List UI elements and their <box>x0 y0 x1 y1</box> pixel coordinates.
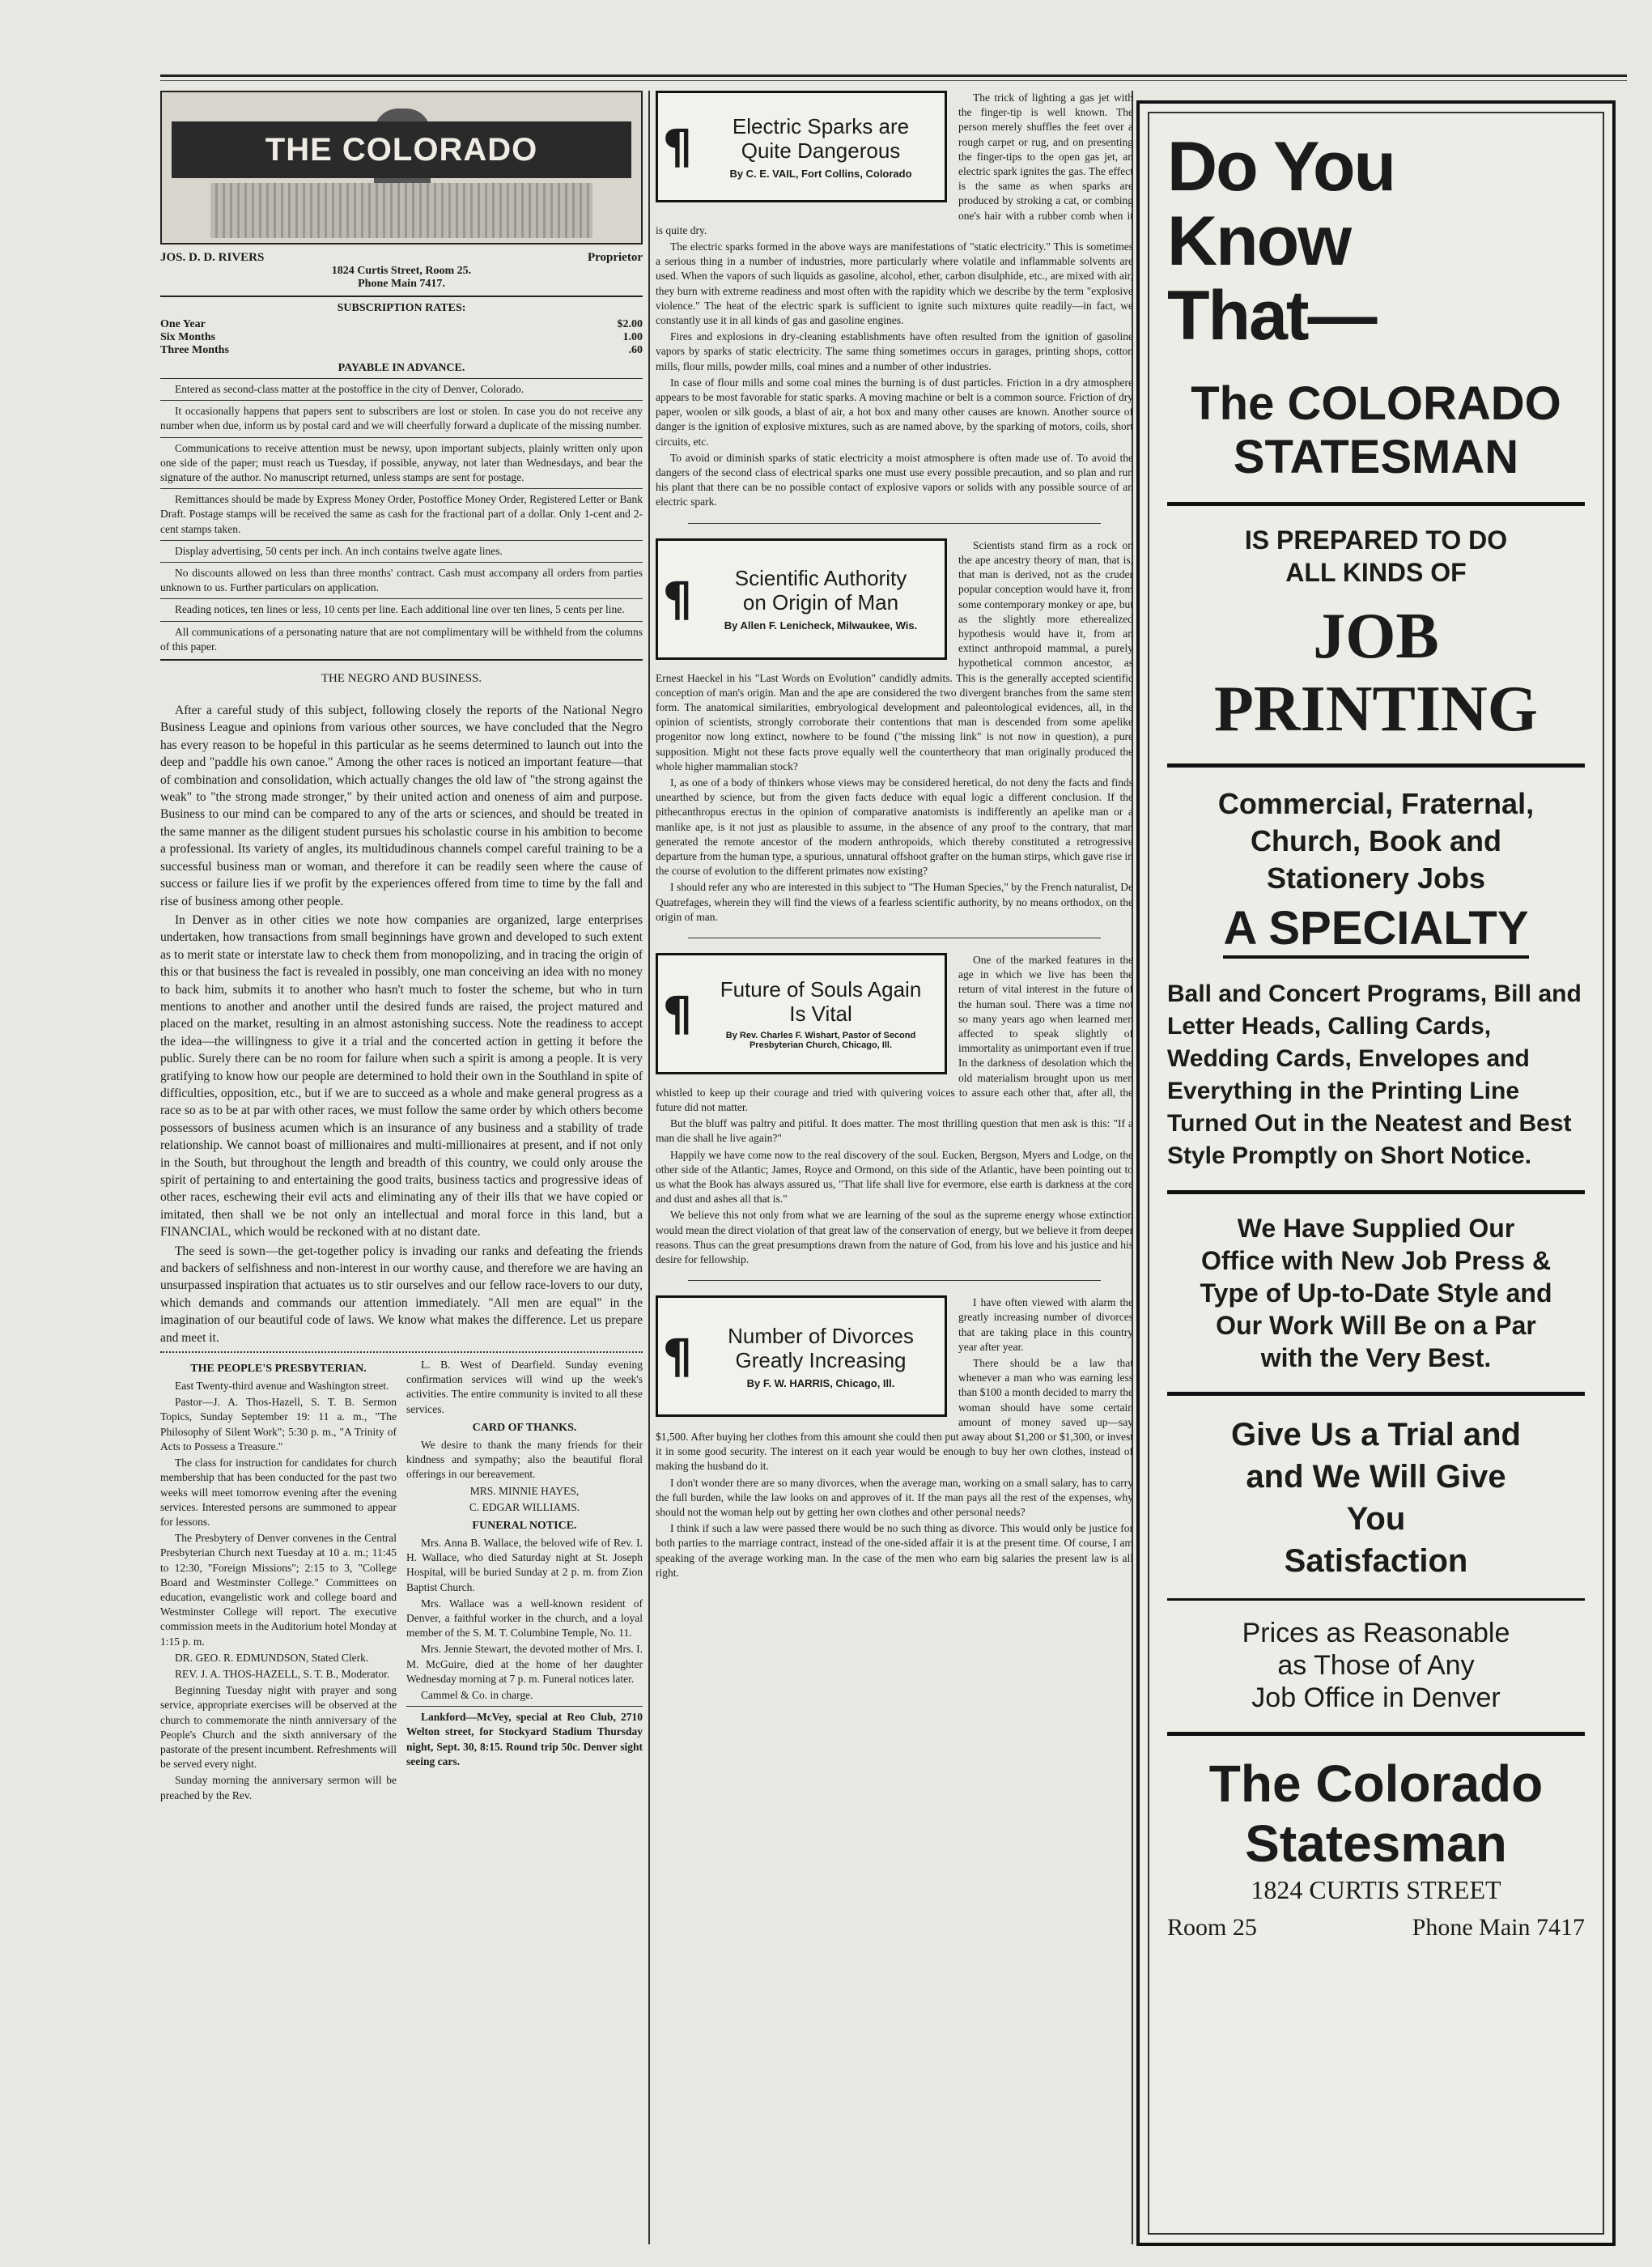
special-notice: Lankford—McVey, special at Reo Club, 2710 Welton street, for Stockyard Stadium Thursday night, Sept. 30, 8:15. Round trip 50c. Denver sight seeing cars. <box>406 1711 643 1767</box>
ad-supplied: We Have Supplied Our Office with New Job Press & Type of Up-to-Date Style and Our Work Will Be on a Par with the Very Best. <box>1200 1214 1552 1372</box>
ad-prepared: IS PREPARED TO DO <box>1244 525 1508 555</box>
article-headbox <box>656 953 947 1074</box>
ad-phone: Phone Main 7417 <box>1412 1914 1585 1941</box>
funeral-paragraph: Cammel & Co. in charge. <box>421 1688 533 1701</box>
article-paragraph: In case of flour mills and some coal mines the burning is of dust particles. Friction in a dry atmosphere appears to be most favorable for static sparks. A moving machine or belt is a common source. Friction of dry paper, woolen or silk goods, a blast of air, a hot box and many other causes are known. Another source of danger is the ignition of explosive mixtures, such as are named above, by the sparking of motors, coils, short circuits, etc. <box>656 376 1133 448</box>
article-paragraph: I have often viewed with alarm the greatly increasing number of divorces that are taking place in this country year after year. <box>958 1296 1133 1353</box>
editorial-body <box>160 702 643 1346</box>
notices <box>160 378 643 661</box>
church-paragraph: REV. J. A. THOS-HAZELL, S. T. B., Moderator. <box>175 1667 390 1680</box>
article-title: Number of Divorces <box>728 1323 914 1348</box>
ad-prices: as Those of Any <box>1277 1650 1475 1681</box>
ad-jobs: Church, Book and <box>1250 824 1501 857</box>
article-paragraph: The electric sparks formed in the above ways are manifestations of "static electricity." This is sometimes a serious thing in a number of industries, more particularly where volatile and inflammable solvents are used. When the vapors of such liquids as gasoline, alcohol, ether, carbon disulphide, etc., are mixed with air, they burn with extreme readiness and most often with the rapidity which we describe by the term "explosive violence." The heat of the electric spark is sufficient to ignite such mixtures quite readily—in fact, we constantly use it in all kinds of gas and gasoline engines. <box>656 240 1133 327</box>
masthead <box>160 91 643 245</box>
rate-row: One Year $2.00 <box>160 318 643 330</box>
church-heading: THE PEOPLE'S PRESBYTERIAN. <box>190 1363 367 1376</box>
column-left <box>160 91 643 2244</box>
ad-rule <box>1167 1190 1585 1194</box>
ad-footer-name: The Colorado <box>1208 1754 1544 1813</box>
article-title: Future of Souls Again <box>720 976 922 1002</box>
article-byline: By C. E. VAIL, Fort Collins, Colorado <box>729 167 912 180</box>
article-headbox <box>656 538 947 660</box>
ad-trial: Give Us a Trial and <box>1231 1417 1521 1452</box>
ad-trial: You <box>1346 1501 1406 1537</box>
article-paragraph: There should be a law that whenever a man who was earning less than $100 a month decided to marry the woman should have some certain amount of money saved up—say $1,500. After buying her clothes from this amount she could then put away about $1,200 or $1,300, or invest it in some good security. The interest on it each year would be enough to buy her own clothes, instead of making the husband do it. <box>656 1357 1133 1473</box>
ad-items: Ball and Concert Programs, Bill and Letter Heads, Calling Cards, Wedding Cards, Envelopes and Everything in the Printing Line Turned Out in the Neatest and Best Style Promptly on Short Notice. <box>1167 980 1582 1169</box>
ad-prices: Job Office in Denver <box>1251 1682 1501 1713</box>
article-paragraph: To avoid or diminish sparks of static electricity a moist atmosphere is often made use of. To avoid the dangers of the second class of electrical sparks one must use every possible precaution, and so plan and run his plant that there can be no possible contact of explosive vapors or solids with any possible source of an electric spark. <box>656 451 1133 508</box>
church-paragraph: Beginning Tuesday night with prayer and song service, appropriate exercises will be observed at the church to commemorate the ninth anniversary of the People's Church and the sixth anniversary of the pastorate of the present incumbent. Refreshments will be served every night. <box>160 1684 397 1771</box>
ad-headline: That— <box>1167 277 1376 355</box>
rate-row: Six Months 1.00 <box>160 331 643 343</box>
article-title: Greatly Increasing <box>735 1347 907 1372</box>
editorial-heading: THE NEGRO AND BUSINESS. <box>321 672 482 686</box>
article-paragraph: Happily we have come now to the real discovery of the soul. Eucken, Bergson, Myers and Lodge, on the other side of the Atlantic; James, Royce and Ormond, on this side of the Atlantic, have been pointing out to us what the Book has always assured us, "That life shall live for evermore, else earth is darkness at the core and dust and ashes all that is." <box>656 1148 1133 1206</box>
notice: Remittances should be made by Express Money Order, Postoffice Money Order, Registered Letter or Bank Draft. Postage stamps will be received the same as cash for the fractional part of a dollar. Only 1-cent and 2-cent stamps taken. <box>160 493 643 535</box>
ad-trial: Satisfaction <box>1284 1543 1468 1579</box>
article-paragraph: I think if such a law were passed there would be no such thing as divorce. This would only be justice for both parties to the marriage contract, instead of the one-sided affair it is at the present time. Of course, I am speaking of the average working man. In the case of the men who earn big salaries the present law is all right. <box>656 1522 1133 1579</box>
top-rule-thin <box>160 80 1627 81</box>
ad-jobs: Commercial, Fraternal, <box>1217 787 1535 820</box>
ad-jobs: Stationery Jobs <box>1266 861 1486 895</box>
notice: Communications to receive attention must be newsy, upon important subjects, plainly written only upon one side of the paper; must reach us Tuesday, if possible, anyway, not later than Wednesdays, and bear the signature of the author. No manuscript returned, unless stamps are sent for postage. <box>160 441 643 484</box>
notice: All communications of a personating nature that are not complimentary will be withheld from the columns of this paper. <box>160 625 643 653</box>
church-paragraph: The class for instruction for candidates for church membership that has been conducted for the past two weeks will meet tomorrow evening after the evening services. Interested persons are summoned to appear for lessons. <box>160 1457 397 1528</box>
column-divider <box>648 91 650 2244</box>
ad-street: 1824 CURTIS STREET <box>1251 1875 1501 1904</box>
church-notices <box>160 1358 643 1805</box>
church-left <box>160 1358 397 1805</box>
article-paragraph: But the bluff was paltry and pitiful. It does matter. The most thrilling question that men ask is this: "If a man die shall he live again?" <box>656 1117 1133 1145</box>
article-paragraph: Scientists stand firm as a rock on the ape ancestry theory of man, that is, that man is derived, not as the cruder popular conception would have it, from some contemporary monkey or ape, but as the slightly more etherealized hypothesis would have it, from an extinct anthropoid mammal, a purely hypothetical common ancestor, as Ernest Haeckel in his "Last Words on Evolution" candidly admits. This is the generally accepted scientific conception of man's origin. Man and the ape are considered the two divergent branches from the same stem form. The anatomical similarities, embryological development and paleontological evidences, all, in the opinion of scientists, strongly corroborate their contentions that man is descended from some apelike progenitor now long extinct, nowhere to be found ("the missing link" is not now in question), a pure supposition. Might not these facts prove equally well the countertheory that man originally produced the whole higher mammalian stock? <box>656 538 1133 772</box>
article-headbox <box>656 1295 947 1417</box>
editorial-paragraph: The seed is sown—the get-together policy is invading our ranks and defeating the friends and backers of selfishness and non-interest in our worthy cause, and therefore we are having an unsurpassed inspiration that actuates us to stir ourselves and our fellow race-lovers to our duty, which demands and commands our attention immediately. "All men are equal" in the imagination of our beautiful code of laws. We know what makes the difference. Let us prepare and meet it. <box>160 1244 643 1345</box>
article-title: Electric Sparks are <box>732 113 910 138</box>
pilcrow-icon: ¶ <box>662 571 693 627</box>
ad-footer-name: Statesman <box>1245 1814 1507 1873</box>
divider <box>160 296 643 297</box>
funeral-heading: FUNERAL NOTICE. <box>472 1519 577 1532</box>
funeral-paragraph: Mrs. Wallace was a well-known resident of Denver, a faithful worker in the church, and a loyal member of the S. M. T. Columbine Temple, No. 11. <box>406 1597 643 1640</box>
thanks-signature: C. EDGAR WILLIAMS. <box>469 1500 580 1513</box>
ad-rule <box>1167 502 1585 506</box>
pilcrow-icon: ¶ <box>662 1329 693 1384</box>
thanks-signature: MRS. MINNIE HAYES, <box>469 1484 580 1497</box>
proprietor-title: Proprietor <box>587 251 643 264</box>
masthead-city-scene <box>210 183 592 238</box>
article-electric-sparks <box>656 91 1133 512</box>
church-right <box>406 1358 643 1805</box>
article-paragraph: We believe this not only from what we are learning of the soul as the supreme energy whose extinction would mean the direct violation of that great law of the conservation of energy, but we believe it from deeper reasons. Thus can the great presumptions drawn from the nature of God, from his love and his justice and his desire for fellowship. <box>656 1209 1133 1266</box>
column-middle <box>656 91 1133 2244</box>
editorial-paragraph: In Denver as in other cities we note how companies are organized, large enterprises undertaken, how transactions from small beginnings have grown and developed to such extent as to merit state or interstate law to check them from monopolizing, and in tracing the origin of this or that business the fact is revealed in possibly, one man conceiving an idea with no money to back him, submits it to another who hasn't much to foster the scheme, but who in turn mentions to another and another until the desired funds are raised, the project matured and placed on the market, resulting in an almost astonishing success. Note the readiness to accept the idea—the willingness to give it a trial and the concerted action in getting it before the public. Surely there can be no room for failure when such a spirit is among a people. It is very gratifying to know how our people are determined to hold their own in the Southland in spite of difficulties, opposition, etc., but if we are to succeed as a whole and make general progress as a race so as to be at par with other races, we must follow the same order by which others become possessors of business acumen which is an insurance of any business and a stability of trade relationship. We cannot boast of millionaires and multi-millionaires at present, and if not only in the South, but throughout the length and breadth of this country, we could only arouse the spirit of pertaining to and entertaining the good traits, business tactics and progressive ideas of other races, eschewing their evil acts and eliminating any of their ills that we have copied or imitated, then shall we be not only an intellectual and moral force in this land, but a FINANCIAL, which would be reckoned with at no distant date. <box>160 912 643 1240</box>
article-paragraph: The trick of lighting a gas jet with the finger-tip is well known. The person merely shuffles the feet over a rough carpet or rug, and on presenting the finger-tips to the open gas jet, an electric spark ignites the gas. The effect is the same as when sparks are produced by stroking a cat, or combing one's hair with a rubber comb when it is quite dry. <box>656 91 1133 236</box>
article-paragraph: I, as one of a body of thinkers whose views may be considered heretical, do not deny the facts and finds unearthed by science, but from the given facts deduce with equal logic a different conclusion. If the pithecanthropus erectus in the opinion of comparative anatomists is indifferently an apelike man or a manlike ape, is it not just as plausible to assume, in the absence of any proof to the contrary, that man generated the remote ancestor of the modern anthropoids, which thereby constituted a retrogressive departure from the human type, a spurious, unnatural offshoot grafter on the human stirps, which gave rise in the course of evolution to the different primates now existing? <box>656 776 1133 878</box>
ad-job-printing: JOB PRINTING <box>1213 601 1539 745</box>
article-paragraph: One of the marked features in the age in which we live has been the return of vital interest in the future of the human soul. There was a time not so many years ago when learned men affected to speak slightly of immortality as unimportant even if true. In the darkness of desolation which the old materialism brought upon us men whistled to keep up their courage and tried with quivering voices to assure each other that, after all, the future did not matter. <box>656 953 1133 1113</box>
notice: Display advertising, 50 cents per inch. An inch contains twelve agate lines. <box>175 544 503 557</box>
article-origin-of-man <box>656 538 1133 926</box>
church-paragraph: Sunday morning the anniversary sermon will be preached by the Rev. <box>160 1774 397 1801</box>
pilcrow-icon: ¶ <box>662 119 693 174</box>
payable-line: PAYABLE IN ADVANCE. <box>338 362 465 374</box>
notice: Reading notices, ten lines or less, 10 cents per line. Each additional line over ten lines, 5 cents per line. <box>175 603 625 616</box>
church-paragraph: DR. GEO. R. EDMUNDSON, Stated Clerk. <box>175 1651 369 1664</box>
article-title: Is Vital <box>789 1001 852 1026</box>
article-future-of-souls <box>656 953 1133 1269</box>
church-paragraph: The Presbytery of Denver convenes in the Central Presbyterian Church next Tuesday at 10 a. m.; 11:45 to 12:30, "Foreign Missions"; 2:15 to 3, "College Board and Westminster College." Committees on education, evangelistic work and college board and Westminster College will report. The executive commission meets in the Auditorium hotel Monday at 1:15 p. m. <box>160 1532 397 1648</box>
ad-room: Room 25 <box>1167 1914 1257 1941</box>
top-rule <box>160 74 1627 77</box>
ad-prices: Prices as Reasonable <box>1242 1618 1510 1648</box>
notice: No discounts allowed on less than three months' contract. Cash must accompany all orders from parties unknown to us. Further particulars on application. <box>160 567 643 594</box>
ad-trial: and We Will Give <box>1246 1459 1506 1495</box>
article-title: Scientific Authority <box>734 566 907 591</box>
ad-paper-name: STATESMAN <box>1233 431 1519 483</box>
masthead-title: THE COLORADO <box>172 121 631 178</box>
pilcrow-icon: ¶ <box>662 985 693 1041</box>
church-paragraph: L. B. West of Dearfield. Sunday evening confirmation services will wind up the week's activities. The entire community is invited to all these services. <box>406 1359 643 1415</box>
ad-rule <box>1167 1598 1585 1601</box>
rate-row: Three Months .60 <box>160 344 643 356</box>
proprietor-line <box>160 251 643 265</box>
church-paragraph: Pastor—J. A. Thos-Hazell, S. T. B. Sermon Topics, Sunday September 19: 11 a. m., "The Philosophy of Silent Work"; 5:30 p. m., "A Trinity of Acts to Possess a Treasure." <box>160 1396 397 1452</box>
notice: Entered as second-class matter at the postoffice in the city of Denver, Colorado. <box>175 383 524 395</box>
church-paragraph: East Twenty-third avenue and Washington street. <box>175 1380 389 1393</box>
ad-prepared: ALL KINDS OF <box>1285 558 1467 587</box>
thanks-heading: CARD OF THANKS. <box>472 1421 577 1434</box>
ad-contact <box>1167 1914 1585 1942</box>
article-headbox <box>656 91 947 202</box>
subscription-rates <box>160 318 643 357</box>
address: 1824 Curtis Street, Room 25. <box>331 265 472 277</box>
ad-rule <box>1167 1732 1585 1736</box>
job-printing-advertisement <box>1136 100 1616 2246</box>
article-byline: By Rev. Charles F. Wishart, Pastor of Second Presbyterian Church, Chicago, Ill. <box>725 1030 916 1050</box>
article-byline: By F. W. HARRIS, Chicago, Ill. <box>746 1376 895 1389</box>
proprietor-name: JOS. D. D. RIVERS <box>160 251 265 264</box>
notice: It occasionally happens that papers sent to subscribers are lost or stolen. In case you do not receive any number when due, inform us by postal card and we will cheerfully forward a duplicate of the missing number. <box>160 405 643 432</box>
article-paragraph: I don't wonder there are so many divorces, when the average man, working on a small salary, has to carry the full burden, while the law looks on and approves of it. If the man pays all the rest of the expenses, why should not the woman help out by getting her own clothes and other personal needs? <box>656 1476 1133 1519</box>
article-title: Quite Dangerous <box>741 138 901 163</box>
article-divorces <box>656 1295 1133 1582</box>
article-byline: By Allen F. Lenicheck, Milwaukee, Wis. <box>724 619 918 632</box>
funeral-paragraph: Mrs. Jennie Stewart, the devoted mother of Mrs. I. M. McGuire, died at the home of her daughter Wednesday morning at 7 p. m. Funeral notices later. <box>406 1643 643 1685</box>
ad-paper-name: The COLORADO <box>1191 377 1561 430</box>
article-title: on Origin of Man <box>742 590 899 615</box>
ad-rule <box>1167 1392 1585 1396</box>
phone: Phone Main 7417. <box>358 278 445 290</box>
thanks-text: We desire to thank the many friends for their kindness and sympathy; also the beautiful floral offerings in our bereavement. <box>406 1438 643 1481</box>
editorial-paragraph: After a careful study of this subject, following closely the reports of the National Negro Business League and opinions from various other sources, we have concluded that the Negro has every reason to be hopeful in this particular as he seems determined to launch out into the deep and "paddle his own canoe." Among the other races is noticed an important feature—that of combination and consolidation, which actually changes the old law of "the strong against the weak" to "the strong made stronger," by their united action and oneness of aim and purpose. Business to our mind can be compared to any of the arts or sciences, and should be treated in the same manner as the diligent student pursues his scholastic course in his ambition to become a professional. Its variety of angles, its multidudinous channels compel careful training to be a successful business man or woman, and therefore it can be readily seen where the cause of success or failure lies if we profit by the experiences offered from time to time by the fall and rise of business among other people. <box>160 704 643 908</box>
ad-headline: Do You Know <box>1167 128 1395 280</box>
ad-specialty: A SPECIALTY <box>1223 902 1528 959</box>
subscription-heading: SUBSCRIPTION RATES: <box>337 302 466 314</box>
article-paragraph: Fires and explosions in dry-cleaning establishments have often resulted from the ignition of gasoline vapors by sparks of static electricity. The same thing sometimes occurs in garages, printing shops, cotton mills, flour mills, powder mills, coal mines and a number of other industries. <box>656 330 1133 372</box>
ad-inner-border <box>1148 112 1604 2235</box>
ad-rule <box>1167 763 1585 768</box>
funeral-paragraph: Mrs. Anna B. Wallace, the beloved wife of Rev. I. H. Wallace, who died Saturday night at St. Joseph Hospital, will be buried Sunday at 2 p. m. from Zion Baptist Church. <box>406 1536 643 1593</box>
article-paragraph: I should refer any who are interested in this subject to "The Human Species," by the French naturalist, De Quatrefages, wherein they will find the views of a fearless scientific authority, by no means orthodox, on the origin of man. <box>656 881 1133 923</box>
